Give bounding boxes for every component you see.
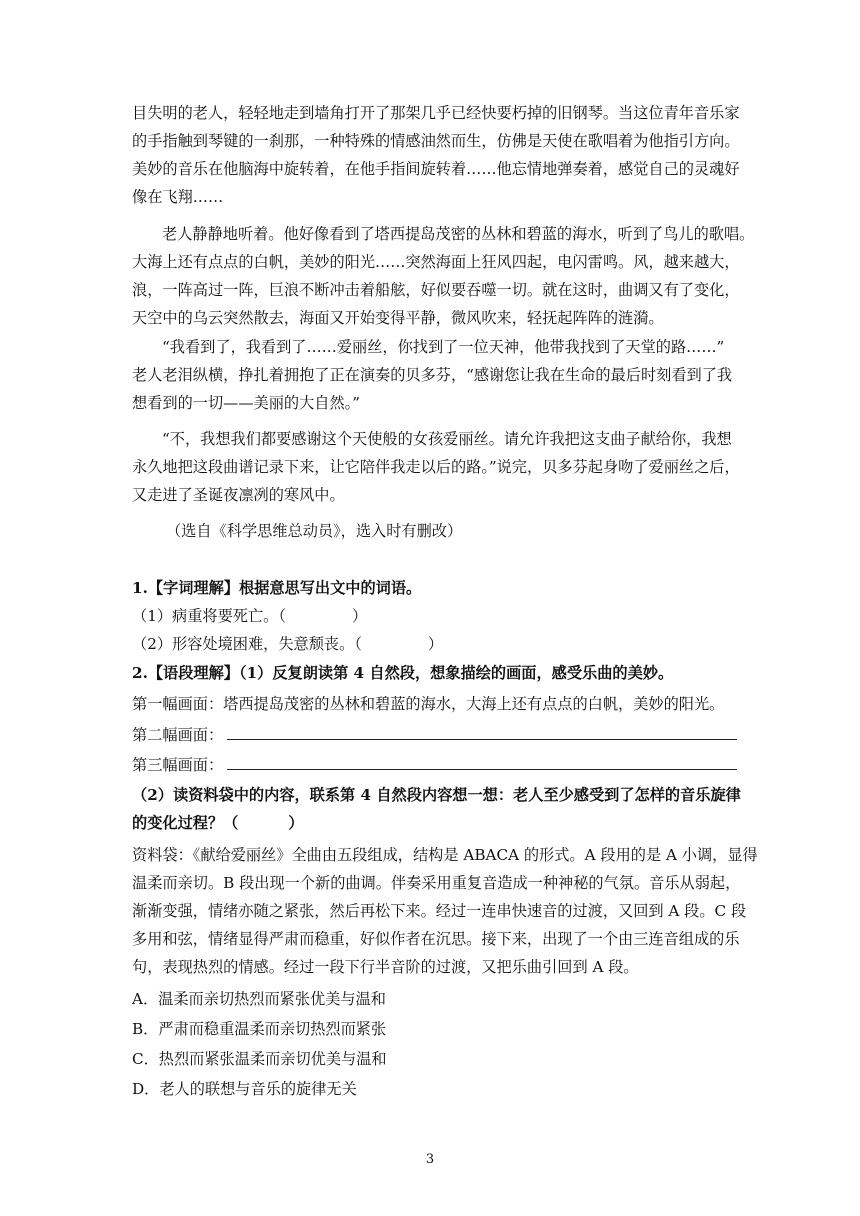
picture-2-label: 第二幅画面：	[132, 726, 224, 744]
picture-2	[132, 725, 732, 745]
option-c[interactable]: C．热烈而紧张温柔而亲切优美与温和	[132, 1050, 387, 1068]
story-line: 像在飞翔……	[132, 188, 224, 206]
material-line: 多用和弦，情绪显得严肃而稳重，好似作者在沉思。接下来，出现了一个由三连音组成的乐	[132, 930, 740, 948]
material-line: 渐渐变强，情绪亦随之紧张，然后再松下来。经过一连串快速音的过渡，又回到 A 段。C 段	[132, 902, 747, 920]
question-2-sub-2-line	[132, 813, 732, 833]
story-line: 浪，一阵高过一阵，巨浪不断冲击着船舷，好似要吞噬一切。就在这时，曲调又有了变化，	[132, 281, 740, 299]
story-line: “不，我想我们都要感谢这个天使般的女孩爱丽丝。请允许我把这支曲子献给你，我想	[162, 430, 732, 448]
option-a[interactable]: A．温柔而亲切热烈而紧张优美与温和	[132, 990, 386, 1008]
story-line: 大海上还有点点的白帆，美妙的阳光……突然海面上狂风四起，电闪雷鸣。风，越来越大，	[132, 253, 740, 271]
story-line: 目失明的老人，轻轻地走到墙角打开了那架几乎已经快要朽掉的旧钢琴。当这位青年音乐家	[132, 104, 740, 122]
story-line: “我看到了，我看到了……爱丽丝，你找到了一位天神，他带我找到了天堂的路……”	[162, 338, 725, 356]
story-line: 老人静静地听着。他好像看到了塔西提岛茂密的丛林和碧蓝的海水，听到了鸟儿的歌唱。	[162, 225, 755, 243]
material-line: 温柔而亲切。B 段出现一个新的曲调。伴奏采用重复音造成一种神秘的气氛。音乐从弱起，	[132, 874, 741, 892]
answer-line[interactable]	[227, 755, 737, 770]
question-2-heading: 2.【语段理解】（1）反复朗读第 4 自然段，想象描绘的画面，感受乐曲的美妙。	[132, 664, 674, 682]
material-line: 资料袋：《献给爱丽丝》全曲由五段组成，结构是 ABACA 的形式。A 段用的是 A 小调，显得	[132, 846, 758, 864]
question-1-heading: 1.【字词理解】根据意思写出文中的词语。	[132, 579, 422, 597]
material-line: 句，表现热烈的情感。经过一段下行半音阶的过渡，又把乐曲引回到 A 段。	[132, 958, 639, 976]
story-line: 永久地把这段曲谱记录下来，让它陪伴我走以后的路。”说完，贝多芬起身吻了爱丽丝之后，	[132, 458, 740, 476]
question-2-sub-2-text: 的变化过程？（	[132, 814, 239, 832]
question-1-item-2	[132, 634, 732, 654]
story-line: 想看到的一切——美丽的大自然。”	[132, 394, 360, 412]
story-line: 老人老泪纵横，挣扎着拥抱了正在演奏的贝多芬，“感谢您让我在生命的最后时刻看到了我	[132, 366, 733, 384]
question-1-item-1-close: ）	[351, 607, 368, 625]
story-line: 又走进了圣诞夜凛冽的寒风中。	[132, 486, 345, 504]
story-line: 天空中的乌云突然散去，海面又开始变得平静，微风吹来，轻抚起阵阵的涟漪。	[132, 309, 664, 327]
option-d[interactable]: D．老人的联想与音乐的旋律无关	[132, 1080, 357, 1098]
picture-3	[132, 755, 732, 775]
story-source: （选自《科学思维总动员》，选入时有删改）	[166, 522, 463, 540]
story-line: 美妙的音乐在他脑海中旋转着，在他手指间旋转着……他忘情地弹奏着，感觉自己的灵魂好	[132, 160, 740, 178]
story-line: 的手指触到琴键的一刹那，一种特殊的情感油然而生，仿佛是天使在歌唱着为他指引方向。	[132, 132, 740, 150]
question-1-item-2-close: ）	[427, 635, 444, 653]
question-1-item-1	[132, 606, 732, 626]
picture-3-label: 第三幅画面：	[132, 756, 224, 774]
page-number: 3	[425, 1152, 435, 1167]
question-2-sub-2-line: （2）读资料袋中的内容，联系第 4 自然段内容想一想：老人至少感受到了怎样的音乐旋律	[132, 786, 741, 804]
question-2-sub-2-close: ）	[288, 814, 304, 832]
picture-1: 第一幅画面：塔西提岛茂密的丛林和碧蓝的海水，大海上还有点点的白帆，美妙的阳光。	[132, 695, 725, 713]
question-1-item-2-text: （2）形容处境困难，失意颓丧。（	[132, 635, 362, 653]
answer-line[interactable]	[227, 725, 737, 740]
question-1-item-1-text: （1）病重将要死亡。（	[132, 607, 286, 625]
option-b[interactable]: B．严肃而稳重温柔而亲切热烈而紧张	[132, 1020, 387, 1038]
